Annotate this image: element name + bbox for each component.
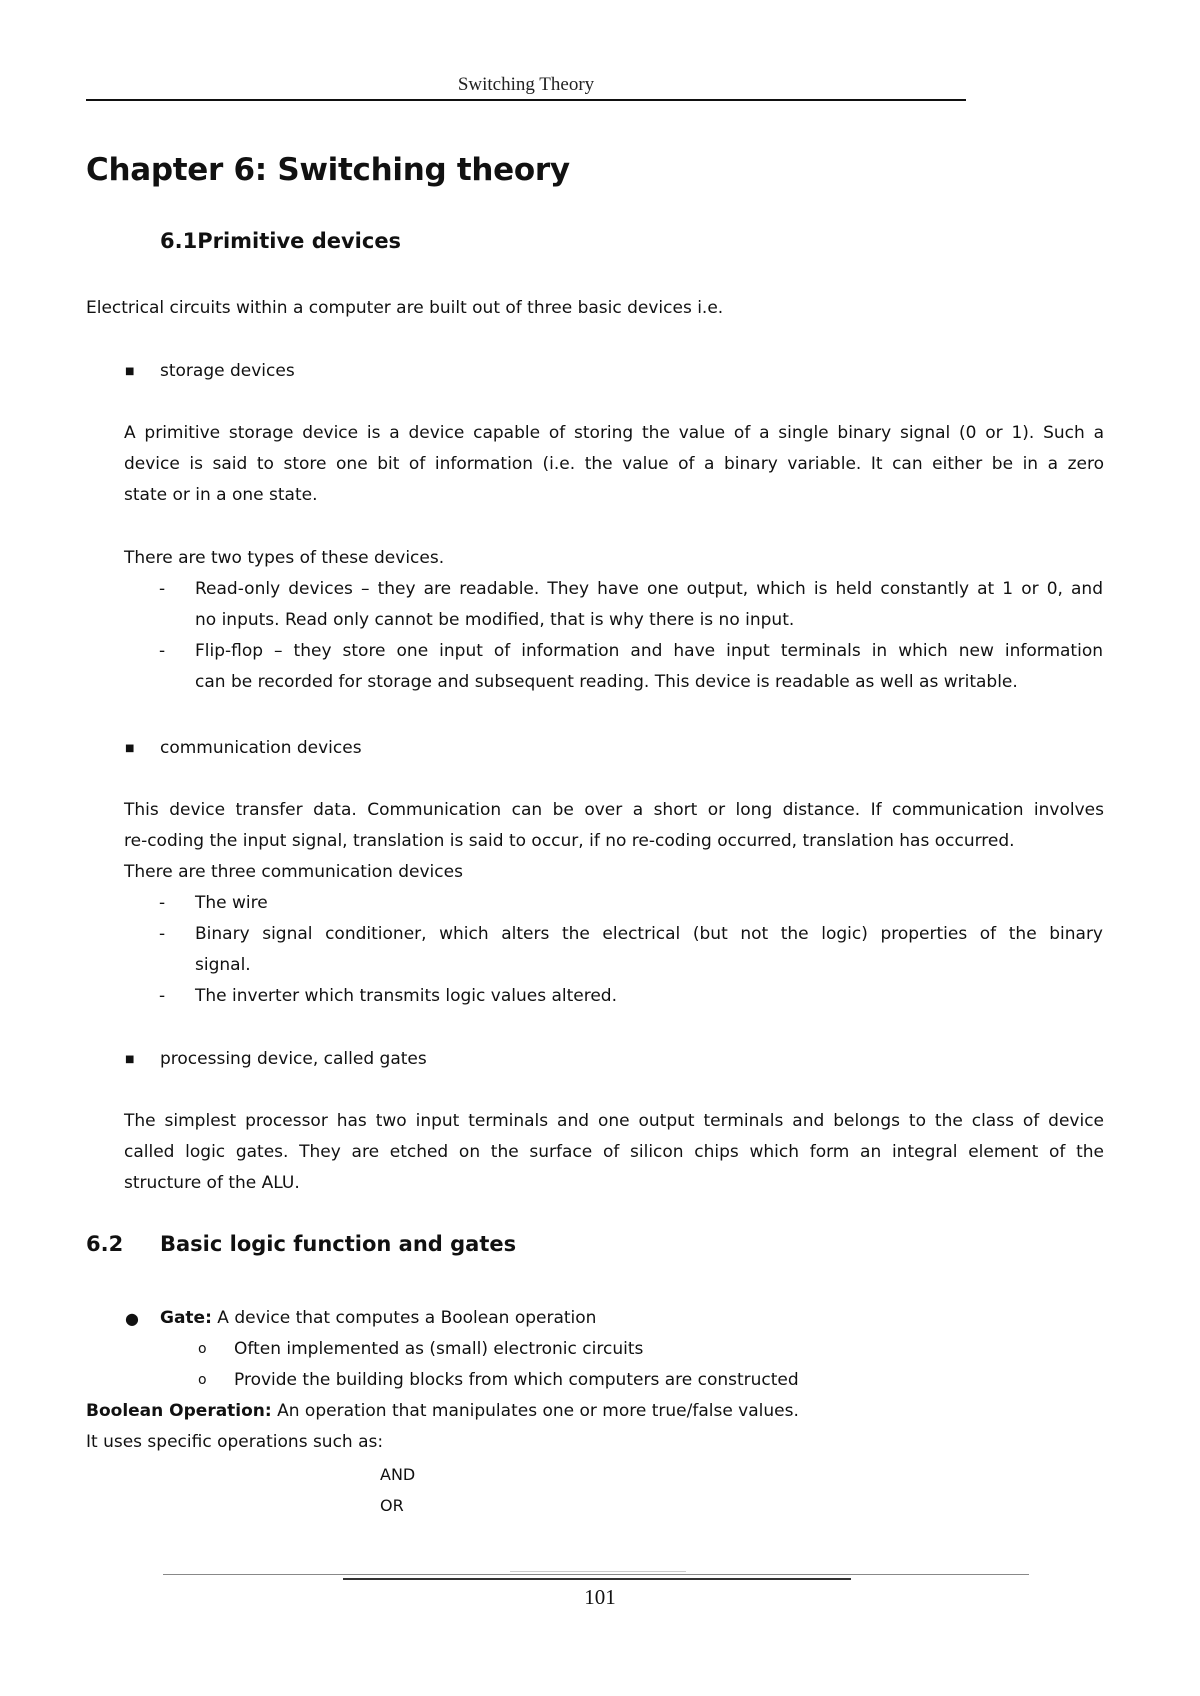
dash-bullet: - xyxy=(159,893,166,913)
intro-paragraph: Electrical circuits within a computer are built out of three basic devices i.e. xyxy=(86,298,724,318)
boolean-term: Boolean Operation: xyxy=(86,1401,272,1421)
gate-sub-item: Provide the building blocks from which computers are constructed xyxy=(234,1370,799,1390)
section-6-2-number: 6.2 xyxy=(86,1232,124,1256)
item-line: signal. xyxy=(195,955,251,975)
processing-line: structure of the ALU. xyxy=(124,1173,300,1193)
communication-line: re-coding the input signal, translation is said to occur, if no re-coding occurred, translation has occurred. xyxy=(124,831,1015,851)
boolean-description: An operation that manipulates one or more true/false values. xyxy=(271,1401,799,1421)
processing-paragraph xyxy=(124,1106,1104,1199)
type-line: Read-only devices – they are readable. They have one output, which is held constantly at 1 or 0, and xyxy=(195,579,1103,599)
dash-bullet: - xyxy=(159,641,166,661)
gate-description: A device that computes a Boolean operation xyxy=(211,1308,597,1328)
bullet-processing-device: processing device, called gates xyxy=(160,1049,427,1069)
boolean-operation-definition xyxy=(86,1396,799,1427)
circle-bullet-icon: o xyxy=(198,1372,207,1388)
footer-rule-faint xyxy=(510,1571,686,1572)
page-number: 101 xyxy=(584,1585,616,1609)
operation-and: AND xyxy=(380,1465,416,1484)
storage-line: device is said to store one bit of information (i.e. the value of a binary variable. It can either be in a zero xyxy=(124,454,1104,474)
chapter-title: Chapter 6: Switching theory xyxy=(86,152,570,188)
gate-term: Gate: xyxy=(160,1308,212,1328)
type-line: can be recorded for storage and subsequent reading. This device is readable as well as writable. xyxy=(195,672,1018,692)
item-line: The inverter which transmits logic values altered. xyxy=(195,986,618,1006)
circle-bullet-icon: o xyxy=(198,1341,207,1357)
gate-sub-item: Often implemented as (small) electronic circuits xyxy=(234,1339,644,1359)
storage-paragraph xyxy=(124,418,1104,511)
storage-line: state or in a one state. xyxy=(124,485,318,505)
storage-types-intro: There are two types of these devices. xyxy=(124,548,445,568)
footer-rule-bold xyxy=(343,1578,851,1580)
dash-bullet: - xyxy=(159,986,166,1006)
uses-operations-text: It uses specific operations such as: xyxy=(86,1432,384,1452)
storage-type-read-only xyxy=(195,574,1103,636)
square-bullet-icon: ■ xyxy=(125,743,135,754)
bullet-storage-devices: storage devices xyxy=(160,361,295,381)
square-bullet-icon: ■ xyxy=(125,366,135,377)
operation-or: OR xyxy=(380,1496,404,1515)
dash-bullet: - xyxy=(159,579,166,599)
type-line: no inputs. Read only cannot be modified, that is why there is no input. xyxy=(195,610,795,630)
communication-paragraph xyxy=(124,795,1104,888)
communication-item-conditioner xyxy=(195,919,1103,981)
section-6-2-title: Basic logic function and gates xyxy=(160,1232,517,1256)
running-header: Switching Theory xyxy=(457,74,595,95)
item-line: Binary signal conditioner, which alters the electrical (but not the logic) properties of the binary xyxy=(195,924,1103,944)
footer-rule xyxy=(163,1574,1029,1575)
storage-line: A primitive storage device is a device capable of storing the value of a single binary signal (0 or 1). Such a xyxy=(124,423,1104,443)
bullet-communication-devices: communication devices xyxy=(160,738,362,758)
communication-line: This device transfer data. Communication can be over a short or long distance. If communication involves xyxy=(124,800,1104,820)
processing-line: called logic gates. They are etched on the surface of silicon chips which form an integral element of the xyxy=(124,1142,1104,1162)
processing-line: The simplest processor has two input terminals and one output terminals and belongs to the class of device xyxy=(124,1111,1104,1131)
gate-definition xyxy=(160,1303,596,1334)
dash-bullet: - xyxy=(159,924,166,944)
storage-type-flip-flop xyxy=(195,636,1103,698)
communication-item-inverter xyxy=(195,981,1103,1012)
item-line: The wire xyxy=(195,893,268,913)
type-line: Flip-flop – they store one input of information and have input terminals in which new information xyxy=(195,641,1103,661)
communication-item-wire xyxy=(195,888,1103,919)
section-6-1-title: 6.1Primitive devices xyxy=(160,229,402,253)
communication-line: There are three communication devices xyxy=(124,862,463,882)
header-rule xyxy=(86,99,966,101)
round-bullet-icon: ● xyxy=(125,1309,139,1328)
square-bullet-icon: ■ xyxy=(125,1054,135,1065)
